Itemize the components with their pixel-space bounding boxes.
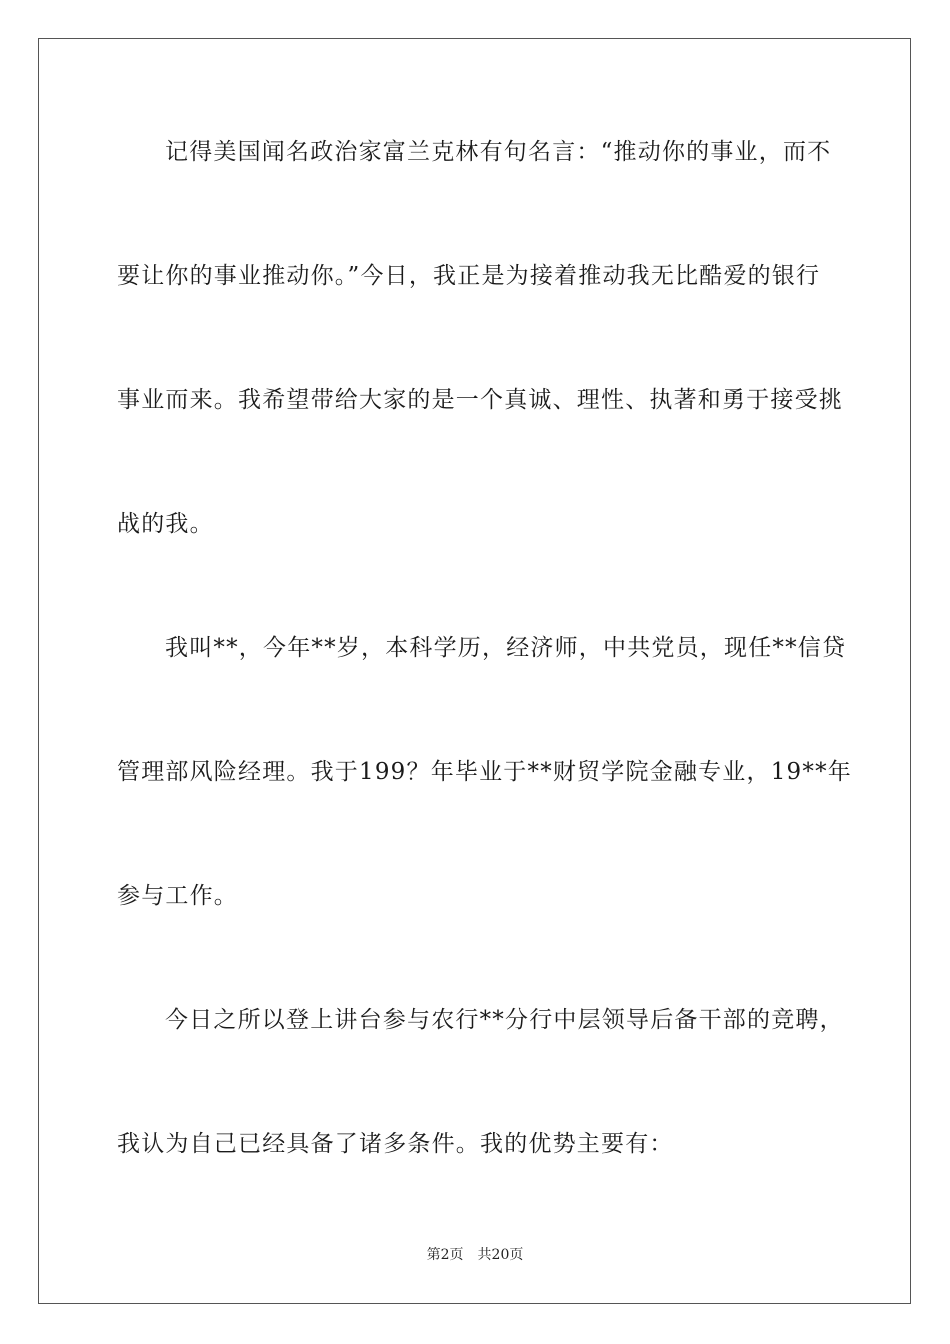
paragraph-2-line-1: 我叫**，今年**岁，本科学历，经济师，中共党员，现任**信贷: [165, 635, 847, 661]
paragraph-3-line-2: 我认为自己已经具备了诸多条件。我的优势主要有：: [117, 1131, 674, 1157]
page-number: 第2页: [426, 1247, 464, 1263]
page-border: [38, 38, 911, 1304]
paragraph-1-line-1: 记得美国闻名政治家富兰克林有句名言：“推动你的事业，而不: [165, 139, 832, 165]
paragraph-2-line-3: 参与工作。: [117, 883, 238, 909]
paragraph-3-line-1: 今日之所以登上讲台参与农行**分行中层领导后备干部的竞聘，: [165, 1007, 844, 1033]
paragraph-1-line-4: 战的我。: [117, 511, 214, 537]
paragraph-2-line-2: 管理部风险经理。我于199？年毕业于**财贸学院金融专业，19**年: [117, 759, 852, 785]
paragraph-1-line-3: 事业而来。我希望带给大家的是一个真诚、理性、执著和勇于接受挑: [117, 387, 843, 413]
page-total: 共20页: [477, 1247, 524, 1263]
paragraph-1-line-2: 要让你的事业推动你。”今日，我正是为接着推动我无比酷爱的银行: [117, 263, 821, 289]
page-footer: [0, 1246, 950, 1264]
